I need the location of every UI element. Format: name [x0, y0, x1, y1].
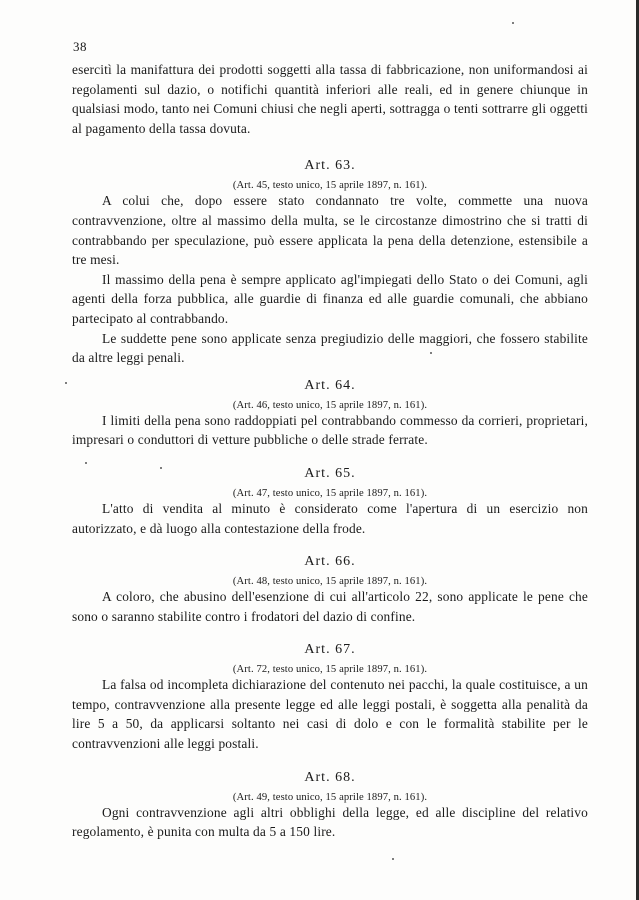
article-reference: (Art. 48, testo unico, 15 aprile 1897, n. 161). — [232, 576, 428, 588]
page-number: 38 — [73, 39, 87, 54]
article-64 — [72, 378, 588, 450]
article-paragraph: A colui che, dopo essere stato condannato tre volte, commette una nuova contravvenzione, oltre al massimo della multa, se le circostanze dimostrino che si tratti di contrabbando per speculazione, può essere applicata la pena della detenzione, estensibile a tre mesi. — [72, 193, 588, 268]
page-content — [72, 60, 588, 842]
article-title: Art. 63. — [304, 158, 356, 174]
scan-speck — [512, 22, 514, 24]
scan-speck — [392, 858, 394, 860]
article-paragraph: A coloro, che abusino dell'esenzione di cui all'articolo 22, sono applicate le pene che sono o saranno stabilite contro i frodatori del dazio di confine. — [72, 589, 588, 624]
article-paragraph: I limiti della pena sono raddoppiati pel contrabbando commesso da corrieri, proprietari, impresari o conduttori di vetture pubbliche o delle strade ferrate. — [72, 412, 588, 448]
article-reference: (Art. 49, testo unico, 15 aprile 1897, n. 161). — [232, 791, 428, 803]
intro-paragraph: esercitì la manifattura dei prodotti soggetti alla tassa di fabbricazione, non uniformandosi ai regolamenti sul dazio, o notifichi quantità inferiori alle reali, ed in genere chiunque in qualsiasi modo, tanto nei Comuni chiusi che negli aperti, sottragga o tenti sottrarre gli oggetti al pagamento della tassa dovuta. — [72, 62, 588, 136]
scan-speck — [85, 462, 87, 464]
article-paragraph: L'atto di vendita al minuto è considerato come l'apertura di un esercizio non autorizzato, e dà luogo alla contestazione della frode. — [72, 500, 588, 536]
article-68 — [72, 770, 588, 842]
article-63 — [72, 158, 588, 367]
article-paragraph: Le suddette pene sono applicate senza pregiudizio delle maggiori, che fossero stabilite da altre leggi penali. — [72, 330, 588, 366]
article-title: Art. 64. — [304, 377, 356, 393]
article-paragraph: La falsa od incompleta dichiarazione del contenuto nei pacchi, la quale costituisce, a un tempo, contravvenzione alla presente legge ed alle leggi postali, è soggetta alla penalità da lire 5 a 50, da applicarsi soltanto nei casi di dolo e con le formalità stabilite per le contravvenzioni alle leggi postali. — [72, 677, 588, 752]
article-title: Art. 67. — [304, 642, 356, 658]
article-title: Art. 65. — [304, 465, 356, 481]
scan-speck — [430, 352, 432, 354]
article-paragraph: Il massimo della pena è sempre applicato agl'impiegati dello Stato o dei Comuni, agli agenti della forza pubblica, alle guardie di finanza ed alle guardie comunali, che abbiano partecipato al contrabbando. — [72, 271, 588, 326]
article-title: Art. 66. — [304, 554, 356, 570]
article-66 — [72, 554, 588, 626]
article-reference: (Art. 47, testo unico, 15 aprile 1897, n. 161). — [232, 487, 428, 499]
article-reference: (Art. 72, testo unico, 15 aprile 1897, n. 161). — [232, 664, 428, 676]
article-reference: (Art. 45, testo unico, 15 aprile 1897, n. 161). — [232, 180, 428, 192]
scan-speck — [65, 382, 67, 384]
article-67 — [72, 642, 588, 753]
scan-speck — [160, 467, 162, 469]
article-65 — [72, 466, 588, 538]
article-title: Art. 68. — [304, 769, 356, 785]
article-reference: (Art. 46, testo unico, 15 aprile 1897, n. 161). — [232, 399, 428, 411]
article-paragraph: Ogni contravvenzione agli altri obblighi della legge, ed alle discipline del relativo regolamento, è punita con multa da 5 a 150 lire. — [72, 804, 588, 840]
